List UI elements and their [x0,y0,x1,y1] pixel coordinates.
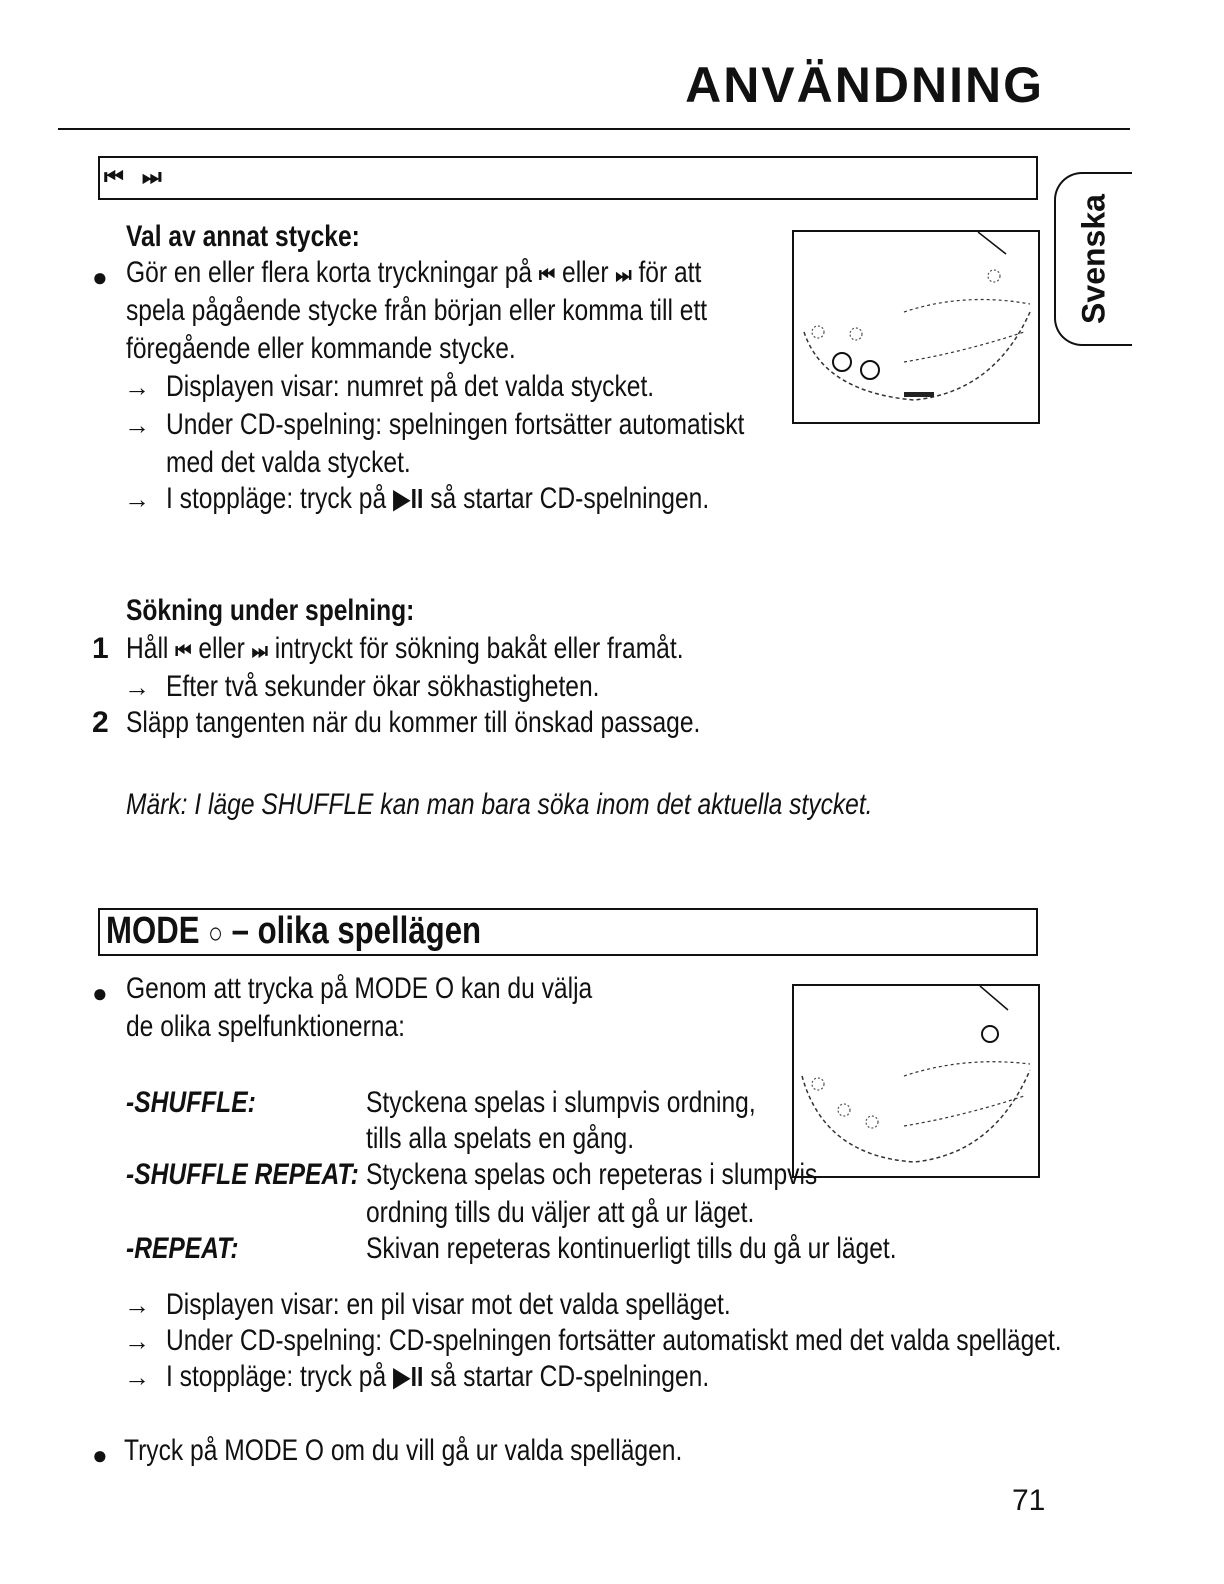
cd-player-figure [792,984,1040,1178]
bullet-marker: ● [92,262,108,292]
page-number: 71 [1012,1484,1046,1517]
arrow-icon: → [124,1290,150,1320]
instruction-line: Tryck på MODE O om du vill gå ur valda spellägen. [124,1434,683,1467]
play-pause-icon: ▶II [392,1361,424,1392]
circle-icon: ○ [208,917,224,950]
mode-description: tills alla spelats en gång. [366,1122,635,1155]
section-bar-track-select [98,156,1038,200]
result-line: Under CD-spelning: CD-spelningen fortsätter automatiskt med det valda spelläget. [166,1324,1062,1357]
section-title-mode: MODE ○ – olika spellägen [106,910,482,952]
section-heading-track-select: Val av annat stycke: [126,220,360,253]
next-icon: ⏭ [251,638,268,663]
result-line: I stoppläge: tryck på ▶II så startar CD-spelningen. [166,482,710,515]
cd-player-sketch [794,986,1038,1176]
cd-player-sketch [794,232,1038,422]
instruction-line: spela pågående stycke från början eller komma till ett [126,294,708,327]
arrow-icon: → [124,1362,150,1392]
page-title: ANVÄNDNING [685,57,1044,113]
arrow-icon: → [124,484,150,514]
arrow-icon: → [124,672,150,702]
mode-label-shuffle: -SHUFFLE: [126,1086,256,1119]
mode-label-repeat: -REPEAT: [126,1232,239,1265]
result-line: I stoppläge: tryck på ▶II så startar CD-spelningen. [166,1360,710,1393]
instruction-line: föregående eller kommande stycke. [126,332,516,365]
prev-icon: ⏮ [175,638,192,663]
language-tab-label: Svenska [1075,194,1112,324]
result-line: Efter två sekunder ökar sökhastigheten. [166,670,600,703]
mode-description: Skivan repeteras kontinuerligt tills du gå ur läget. [366,1232,897,1265]
note-text: Märk: I läge SHUFFLE kan man bara söka inom det aktuella stycket. [126,788,873,821]
step-line: Håll ⏮ eller ⏭ intryckt för sökning bakåt eller framåt. [126,632,684,665]
arrow-icon: → [124,372,150,402]
section-heading-search: Sökning under spelning: [126,594,415,627]
language-tab [1054,172,1132,346]
play-pause-icon: ▶II [392,483,424,514]
mode-label-shuffle-repeat: -SHUFFLE REPEAT: [126,1158,359,1191]
mode-description: Styckena spelas och repeteras i slumpvis [366,1158,818,1191]
step-number: 2 [92,706,109,739]
result-line: Displayen visar: numret på det valda stycket. [166,370,655,403]
result-line: Under CD-spelning: spelningen fortsätter automatiskt [166,408,745,441]
bullet-marker: ● [92,978,108,1008]
bullet-marker: ● [92,1440,108,1470]
arrow-icon: → [124,1326,150,1356]
next-icon: ⏭ [615,262,632,287]
result-line: Displayen visar: en pil visar mot det valda spelläget. [166,1288,731,1321]
instruction-line: Genom att trycka på MODE O kan du välja [126,972,593,1005]
title-rule [58,128,1130,130]
instruction-line: Gör en eller flera korta tryckningar på ⏮ eller ⏭ för att [126,256,702,289]
section-bar-mode [98,908,1038,956]
prev-next-icons: ⏮ ⏭ [104,164,168,189]
mode-description: ordning tills du väljer att gå ur läget. [366,1196,755,1229]
cd-player-figure [792,230,1040,424]
prev-icon: ⏮ [538,262,556,287]
mode-description: Styckena spelas i slumpvis ordning, [366,1086,756,1119]
result-line: med det valda stycket. [166,446,411,479]
arrow-icon: → [124,410,150,440]
step-line: Släpp tangenten när du kommer till önskad passage. [126,706,701,739]
step-number: 1 [92,632,109,665]
instruction-line: de olika spelfunktionerna: [126,1010,405,1043]
